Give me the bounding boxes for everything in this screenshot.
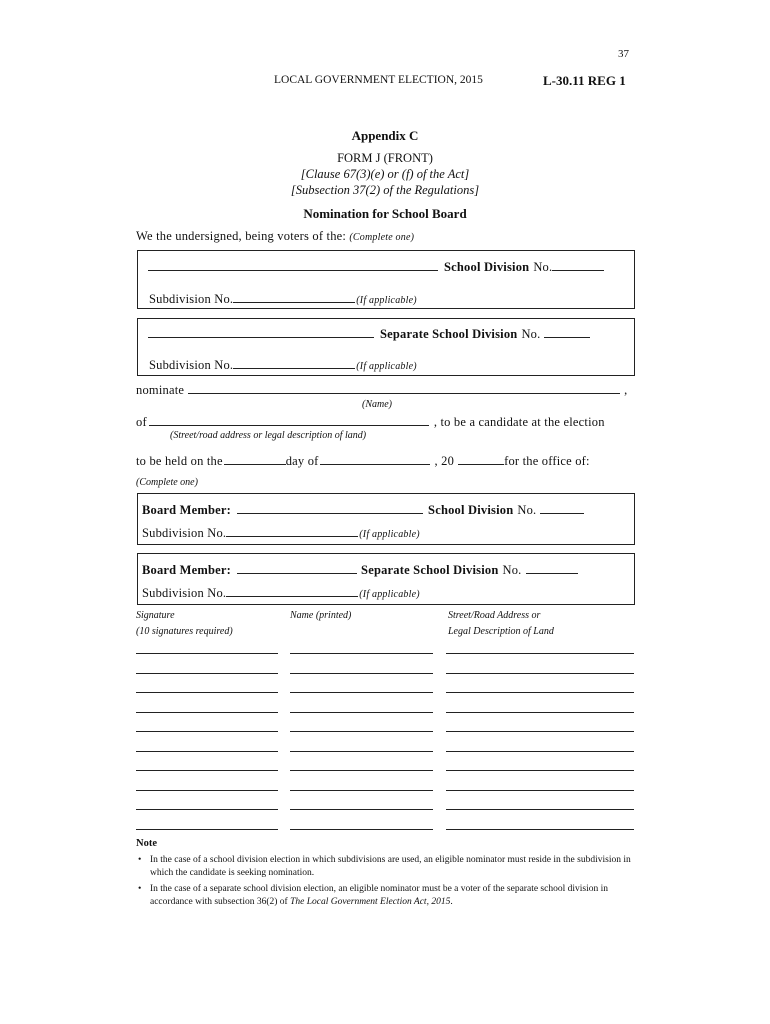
- address-field[interactable]: [446, 692, 634, 693]
- address-field[interactable]: [446, 770, 634, 771]
- day-of-label: day of: [285, 454, 319, 468]
- election-year-field[interactable]: [458, 454, 504, 465]
- name-caption: (Name): [362, 399, 392, 410]
- year-prefix-label: , 20: [434, 454, 455, 468]
- appendix-title: Appendix C: [351, 128, 419, 143]
- name-printed-column-header: Name (printed): [290, 610, 352, 621]
- box2-division-row: [148, 327, 590, 342]
- signature-column-header: Signature: [136, 610, 175, 621]
- signature-field[interactable]: [136, 731, 278, 732]
- nominate-comma: ,: [624, 383, 628, 397]
- box1-subdivision-row: [149, 292, 417, 307]
- address-field[interactable]: [446, 751, 634, 752]
- subdivision-number-field[interactable]: [233, 358, 355, 369]
- subdivision-number-field[interactable]: [226, 526, 358, 537]
- address-field[interactable]: [446, 653, 634, 654]
- school-division-label: School Division: [428, 503, 514, 517]
- separate-division-number-field[interactable]: [544, 327, 590, 338]
- running-header-regulation: L-30.11 REG 1: [543, 73, 626, 88]
- if-applicable-label: (If applicable): [356, 361, 417, 372]
- separate-division-name-field[interactable]: [148, 327, 374, 338]
- form-title: FORM J (FRONT): [337, 151, 433, 165]
- subdivision-label: Subdivision No.: [149, 358, 234, 372]
- board-member-label: Board Member:: [142, 563, 232, 577]
- separate-division-no-label: No.: [502, 563, 522, 577]
- printed-name-field[interactable]: [290, 692, 433, 693]
- note-text-separate-post: .: [450, 897, 453, 907]
- complete-one-caption: (Complete one): [136, 477, 198, 488]
- address-column-header: Street/Road Address or: [448, 610, 541, 621]
- printed-name-field[interactable]: [290, 770, 433, 771]
- signature-field[interactable]: [136, 712, 278, 713]
- election-day-field[interactable]: [224, 454, 286, 465]
- address-column-header-line2: Legal Description of Land: [448, 626, 554, 637]
- signature-field[interactable]: [136, 653, 278, 654]
- act-title: The Local Government Election Act, 2015: [290, 897, 451, 907]
- intro-text: We the undersigned, being voters of the:: [136, 229, 347, 243]
- separate-division-label: Separate School Division: [361, 563, 499, 577]
- held-on-label: to be held on the: [136, 454, 223, 468]
- note-title: Note: [136, 838, 157, 849]
- nomination-title: Nomination for School Board: [303, 206, 467, 221]
- signature-field[interactable]: [136, 809, 278, 810]
- printed-name-field[interactable]: [290, 673, 433, 674]
- printed-name-field[interactable]: [290, 731, 433, 732]
- signature-field[interactable]: [136, 829, 278, 830]
- clause-reference: [Clause 67(3)(e) or (f) of the Act]: [300, 167, 470, 181]
- nominee-name-field[interactable]: [188, 383, 620, 394]
- note-text-subdivision: In the case of a school division election in which subdivisions are used, an eligible nominator must reside in the subdivision in which the candidate is seeking nomination.: [150, 855, 631, 878]
- subdivision-number-field[interactable]: [226, 586, 358, 597]
- school-division-no-label: No.: [517, 503, 537, 517]
- address-row: [136, 415, 605, 430]
- separate-division-label: Separate School Division: [380, 327, 518, 341]
- printed-name-field[interactable]: [290, 653, 433, 654]
- signature-field[interactable]: [136, 751, 278, 752]
- box4-member-row: [142, 563, 578, 578]
- box4-subdivision-row: [142, 586, 420, 601]
- printed-name-field[interactable]: [290, 790, 433, 791]
- intro-hint: (Complete one): [349, 232, 415, 243]
- subdivision-label: Subdivision No.: [142, 526, 227, 540]
- school-division-label: School Division: [444, 260, 530, 274]
- board-member-name-field[interactable]: [237, 563, 357, 574]
- printed-name-field[interactable]: [290, 809, 433, 810]
- bullet: •: [138, 855, 142, 865]
- intro-line: [136, 229, 414, 244]
- address-caption: (Street/road address or legal description of land): [170, 430, 367, 441]
- candidate-election-text: , to be a candidate at the election: [433, 415, 605, 429]
- school-division-number-field[interactable]: [540, 503, 584, 514]
- subdivision-label: Subdivision No.: [142, 586, 227, 600]
- address-field[interactable]: [446, 829, 634, 830]
- school-division-number-field[interactable]: [552, 260, 604, 271]
- box3-subdivision-row: [142, 526, 420, 541]
- address-field[interactable]: [446, 712, 634, 713]
- printed-name-field[interactable]: [290, 751, 433, 752]
- box1-division-row: [148, 260, 604, 275]
- signature-field[interactable]: [136, 790, 278, 791]
- board-member-name-field[interactable]: [237, 503, 423, 514]
- school-division-name-field[interactable]: [148, 260, 438, 271]
- printed-name-field[interactable]: [290, 829, 433, 830]
- box2-subdivision-row: [149, 358, 417, 373]
- school-division-no-label: No.: [533, 260, 553, 274]
- nominate-label: nominate: [136, 383, 185, 397]
- address-field[interactable]: [446, 790, 634, 791]
- note-text-separate-division: [150, 883, 638, 909]
- subdivision-number-field[interactable]: [233, 292, 355, 303]
- board-member-label: Board Member:: [142, 503, 232, 517]
- separate-division-number-field[interactable]: [526, 563, 578, 574]
- nominate-row: [136, 383, 627, 398]
- subsection-reference: [Subsection 37(2) of the Regulations]: [290, 183, 480, 197]
- office-of-label: for the office of:: [504, 454, 590, 468]
- address-field[interactable]: [446, 809, 634, 810]
- separate-division-no-label: No.: [521, 327, 541, 341]
- signature-field[interactable]: [136, 770, 278, 771]
- election-date-row: [136, 454, 590, 469]
- address-field[interactable]: [446, 673, 634, 674]
- subdivision-label: Subdivision No.: [149, 292, 234, 306]
- box3-member-row: [142, 503, 584, 518]
- page-number: 37: [618, 48, 629, 60]
- of-label: of: [136, 415, 147, 429]
- if-applicable-label: (If applicable): [356, 295, 417, 306]
- bullet: •: [138, 884, 142, 894]
- signatures-required-note: (10 signatures required): [136, 626, 233, 637]
- printed-name-field[interactable]: [290, 712, 433, 713]
- signature-field[interactable]: [136, 692, 278, 693]
- note-text-separate-pre: In the case of a separate school division election, an eligible nominator must be a voter of the separate school division in accordance with subsection 36(2) of: [150, 884, 608, 907]
- running-header-title: LOCAL GOVERNMENT ELECTION, 2015: [274, 74, 483, 86]
- nominee-address-field[interactable]: [149, 415, 429, 426]
- address-field[interactable]: [446, 731, 634, 732]
- if-applicable-label: (If applicable): [359, 529, 420, 540]
- if-applicable-label: (If applicable): [359, 589, 420, 600]
- election-month-field[interactable]: [320, 454, 430, 465]
- signature-field[interactable]: [136, 673, 278, 674]
